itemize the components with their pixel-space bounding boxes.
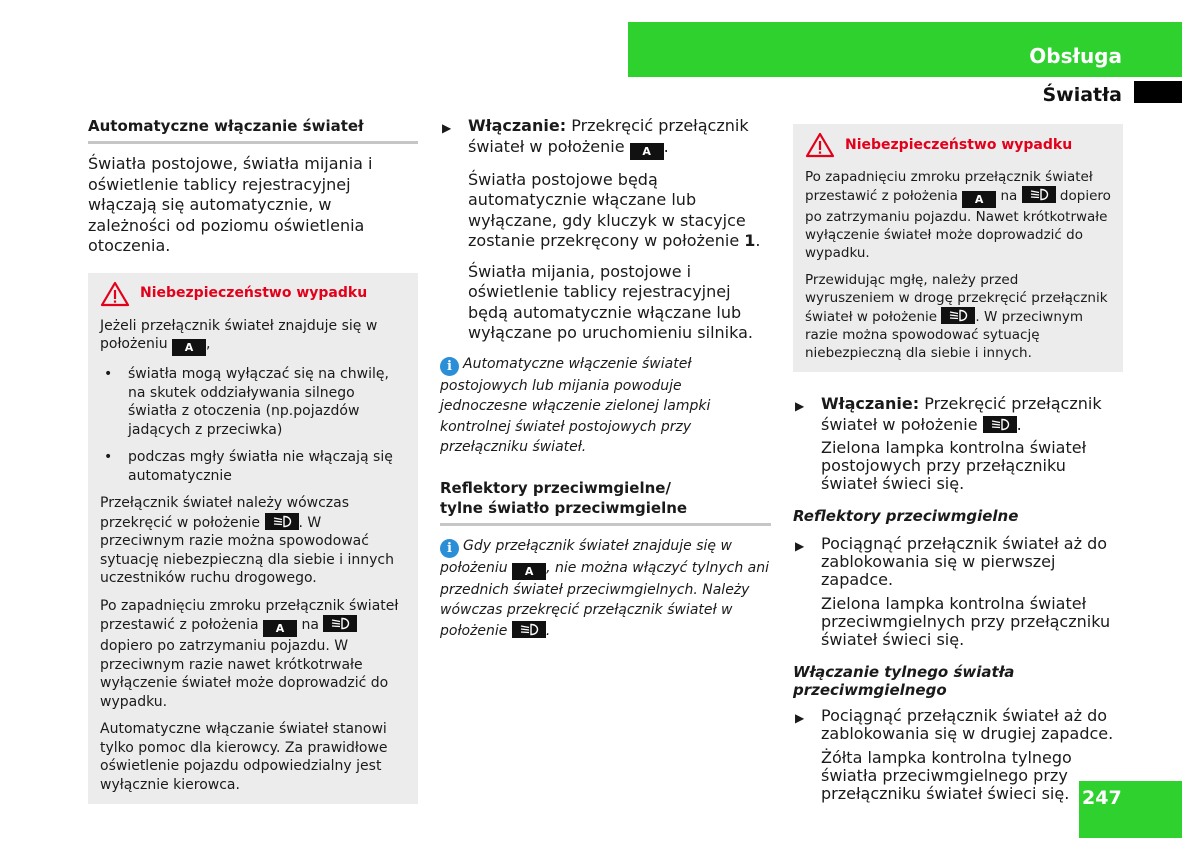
- warning-box: [793, 124, 1123, 372]
- dipped-beam-icon: [1022, 186, 1056, 203]
- auto-position-symbol: A: [630, 143, 664, 160]
- info-note: i Automatyczne włączenie świateł postojowych lub mijania powoduje jednoczesne włączenie zielonej lampki kontrolnej świateł postojowych przy przełączniku świateł.: [440, 355, 711, 455]
- step-paragraph: Światła mijania, postojowe i oświetlenie tablicy rejestracyjnej będą automatycznie włączane lub wyłączane po uruchomieniu silnika.: [468, 261, 753, 342]
- instruction-step: ▶ Pociągnąć przełącznik świateł aż do zablokowania się w pierwszej zapadce.: [795, 534, 1108, 589]
- warning-paragraph: Automatyczne włączanie świateł stanowi tylko pomoc dla kierowcy. Za prawidłowe oświetlenie pojazdu odpowiedzialny jest wyłącznie kierowca.: [100, 721, 388, 793]
- auto-position-symbol: A: [962, 191, 996, 208]
- warning-box: [88, 273, 418, 805]
- section-heading: Automatyczne włączanie świateł: [88, 116, 418, 144]
- page-number: 247: [1082, 787, 1122, 809]
- subsection-title: Światła: [1042, 84, 1122, 106]
- dipped-beam-icon: [983, 416, 1017, 433]
- warning-paragraph: Po zapadnięciu zmroku przełącznik świateł przestawić z położenia A na dopiero po zatrzymaniu pojazdu. W przeciwnym razie nawet krótkotrwałe wyłączenie świateł może doprowadzić do wypadku.: [100, 597, 399, 710]
- subheading: Włączanie tylnego światła przeciwmgielnego: [793, 663, 1015, 699]
- info-icon: i: [440, 539, 459, 558]
- section-heading: Reflektory przeciwmgielne/ tylne światło przeciwmgielne: [440, 478, 771, 526]
- section-title: Obsługa: [1029, 44, 1122, 68]
- step-arrow-icon: ▶: [795, 711, 805, 725]
- warning-triangle-icon: [805, 132, 835, 158]
- step-arrow-icon: ▶: [442, 121, 452, 135]
- warning-triangle-icon: [100, 281, 130, 307]
- warning-paragraph: Przewidując mgłę, należy przed wyruszeniem w drogę przekręcić przełącznik świateł w położenie . W przeciwnym razie można spowodować sytuację niebezpieczną dla siebie i innych.: [805, 272, 1108, 361]
- column-right: [793, 124, 1123, 803]
- warning-list: [100, 365, 406, 485]
- subheading: Reflektory przeciwmgielne: [793, 507, 1019, 525]
- step-arrow-icon: ▶: [795, 399, 805, 413]
- list-item: • podczas mgły światła nie włączają się automatycznie: [100, 448, 406, 485]
- step-arrow-icon: ▶: [795, 539, 805, 553]
- info-note: i Gdy przełącznik świateł znajduje się w położeniu A , nie można włączyć tylnych ani przednich świateł przeciwmgielnych. Należy wówczas przekręcić przełącznik świateł w położenie .: [440, 537, 769, 639]
- info-icon: i: [440, 357, 459, 376]
- dipped-beam-icon: [512, 621, 546, 638]
- warning-paragraph: Przełącznik świateł należy wówczas przekręcić w położenie . W przeciwnym razie można spowodować sytuację niebezpieczną dla siebie i innych uczestników ruchu drogowego.: [100, 495, 395, 586]
- auto-position-symbol: A: [263, 620, 297, 637]
- warning-paragraph: Jeżeli przełącznik świateł znajduje się w położeniu A ,: [100, 317, 378, 354]
- instruction-step: ▶ Włączanie: Przekręcić przełącznik świateł w położenie .: [795, 394, 1102, 434]
- dipped-beam-icon: [323, 615, 357, 632]
- auto-position-symbol: A: [512, 563, 546, 580]
- step-paragraph: Światła postojowe będą automatycznie włączane lub wyłączane, gdy kluczyk w stacyjce zostanie przekręcony w położenie 1.: [468, 169, 761, 250]
- step-paragraph: Zielona lampka kontrolna świateł przeciwmgielnych przy przełączniku świateł świeci się.: [821, 594, 1111, 649]
- warning-title: Niebezpieczeństwo wypadku: [845, 137, 1073, 153]
- subsection-marker: [1134, 81, 1182, 103]
- instruction-step: ▶ Włączanie: Przekręcić przełącznik świateł w położenie A .: [442, 116, 749, 158]
- column-left: [88, 116, 418, 804]
- dipped-beam-icon: [265, 513, 299, 530]
- step-paragraph: Żółta lampka kontrolna tylnego światła przeciwmgielnego przy przełączniku świateł świeci się.: [821, 748, 1072, 803]
- dipped-beam-icon: [941, 307, 975, 324]
- auto-position-symbol: A: [172, 339, 206, 356]
- warning-header: [805, 132, 1111, 158]
- list-item: • światła mogą wyłączać się na chwilę, na skutek oddziaływania silnego światła z otoczenia (np.pojazdów jadących z przeciwka): [100, 365, 406, 439]
- warning-title: Niebezpieczeństwo wypadku: [140, 285, 368, 302]
- warning-paragraph: Po zapadnięciu zmroku przełącznik świateł przestawić z położenia A na dopiero po zatrzymaniu pojazdu. Nawet krótkotrwałe wyłączenie świateł może doprowadzić do wypadku.: [805, 169, 1111, 261]
- intro-paragraph: Światła postojowe, światła mijania i oświetlenie tablicy rejestracyjnej włączają się automatycznie, w zależności od poziomu oświetlenia otoczenia.: [88, 154, 373, 255]
- warning-header: [100, 281, 406, 307]
- step-paragraph: Zielona lampka kontrolna świateł postojowych przy przełączniku świateł świeci się.: [821, 438, 1087, 493]
- column-middle: [440, 116, 771, 641]
- instruction-step: ▶ Pociągnąć przełącznik świateł aż do zablokowania się w drugiej zapadce.: [795, 706, 1114, 743]
